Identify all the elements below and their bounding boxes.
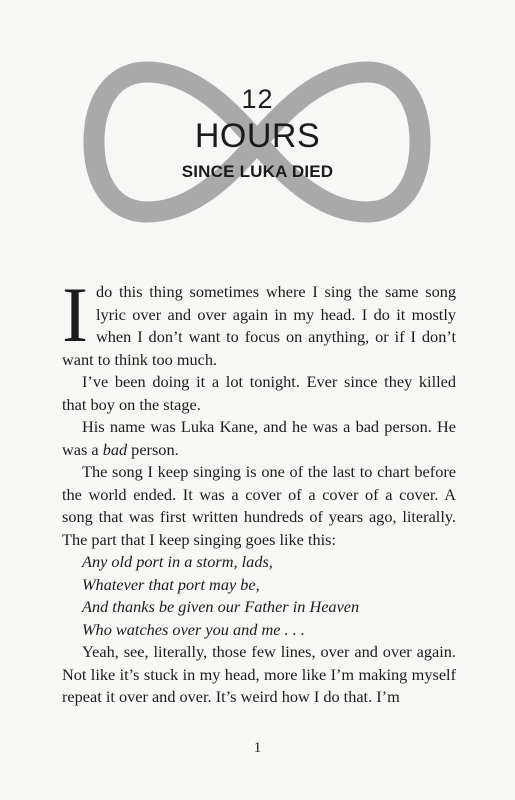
body-text <box>62 271 456 709</box>
paragraph-3-start: His name was Luka Kane, and he was a bad person. He was a <box>62 417 456 459</box>
page-number: 1 <box>253 740 262 756</box>
poem-line-2: Whatever that port may be, <box>82 574 260 594</box>
paragraph-1 <box>62 271 456 371</box>
chapter-unit: HOURS <box>194 117 321 155</box>
chapter-header <box>0 0 515 230</box>
poem-line-3: And thanks be given our Father in Heaven <box>82 597 360 616</box>
paragraph-2: I’ve been doing it a lot tonight. Ever since they killed that boy on the stage. <box>62 372 456 414</box>
chapter-number: 12 <box>241 84 274 114</box>
paragraph-5: Yeah, see, literally, those few lines, over and over again. Not like it’s stuck in my head, more like I’m making myself repeat it over and over. It’s weird how I do that. I’m <box>62 642 456 706</box>
paragraph-3 <box>62 416 456 461</box>
drop-cap: I <box>62 271 88 358</box>
poem-line-1: Any old port in a storm, lads, <box>82 552 273 571</box>
paragraph-1-text: do this thing sometimes where I sing the same song lyric over and over again in my head. I do it mostly when I don’t want to focus on anything, or if I don’t want to think too much. <box>62 282 456 369</box>
infinity-icon <box>0 0 515 230</box>
paragraph-3-end: person. <box>127 439 179 459</box>
paragraph-3-emphasis: bad <box>102 439 128 459</box>
chapter-subtitle: SINCE LUKA DIED <box>181 162 334 181</box>
paragraph-4: The song I keep singing is one of the last to chart before the world ended. It was a cover of a cover of a cover. A song that was first written hundreds of years ago, literally. The part that I keep singing goes like this: <box>62 462 456 549</box>
poem-line-4: Who watches over you and me . . . <box>82 619 305 639</box>
